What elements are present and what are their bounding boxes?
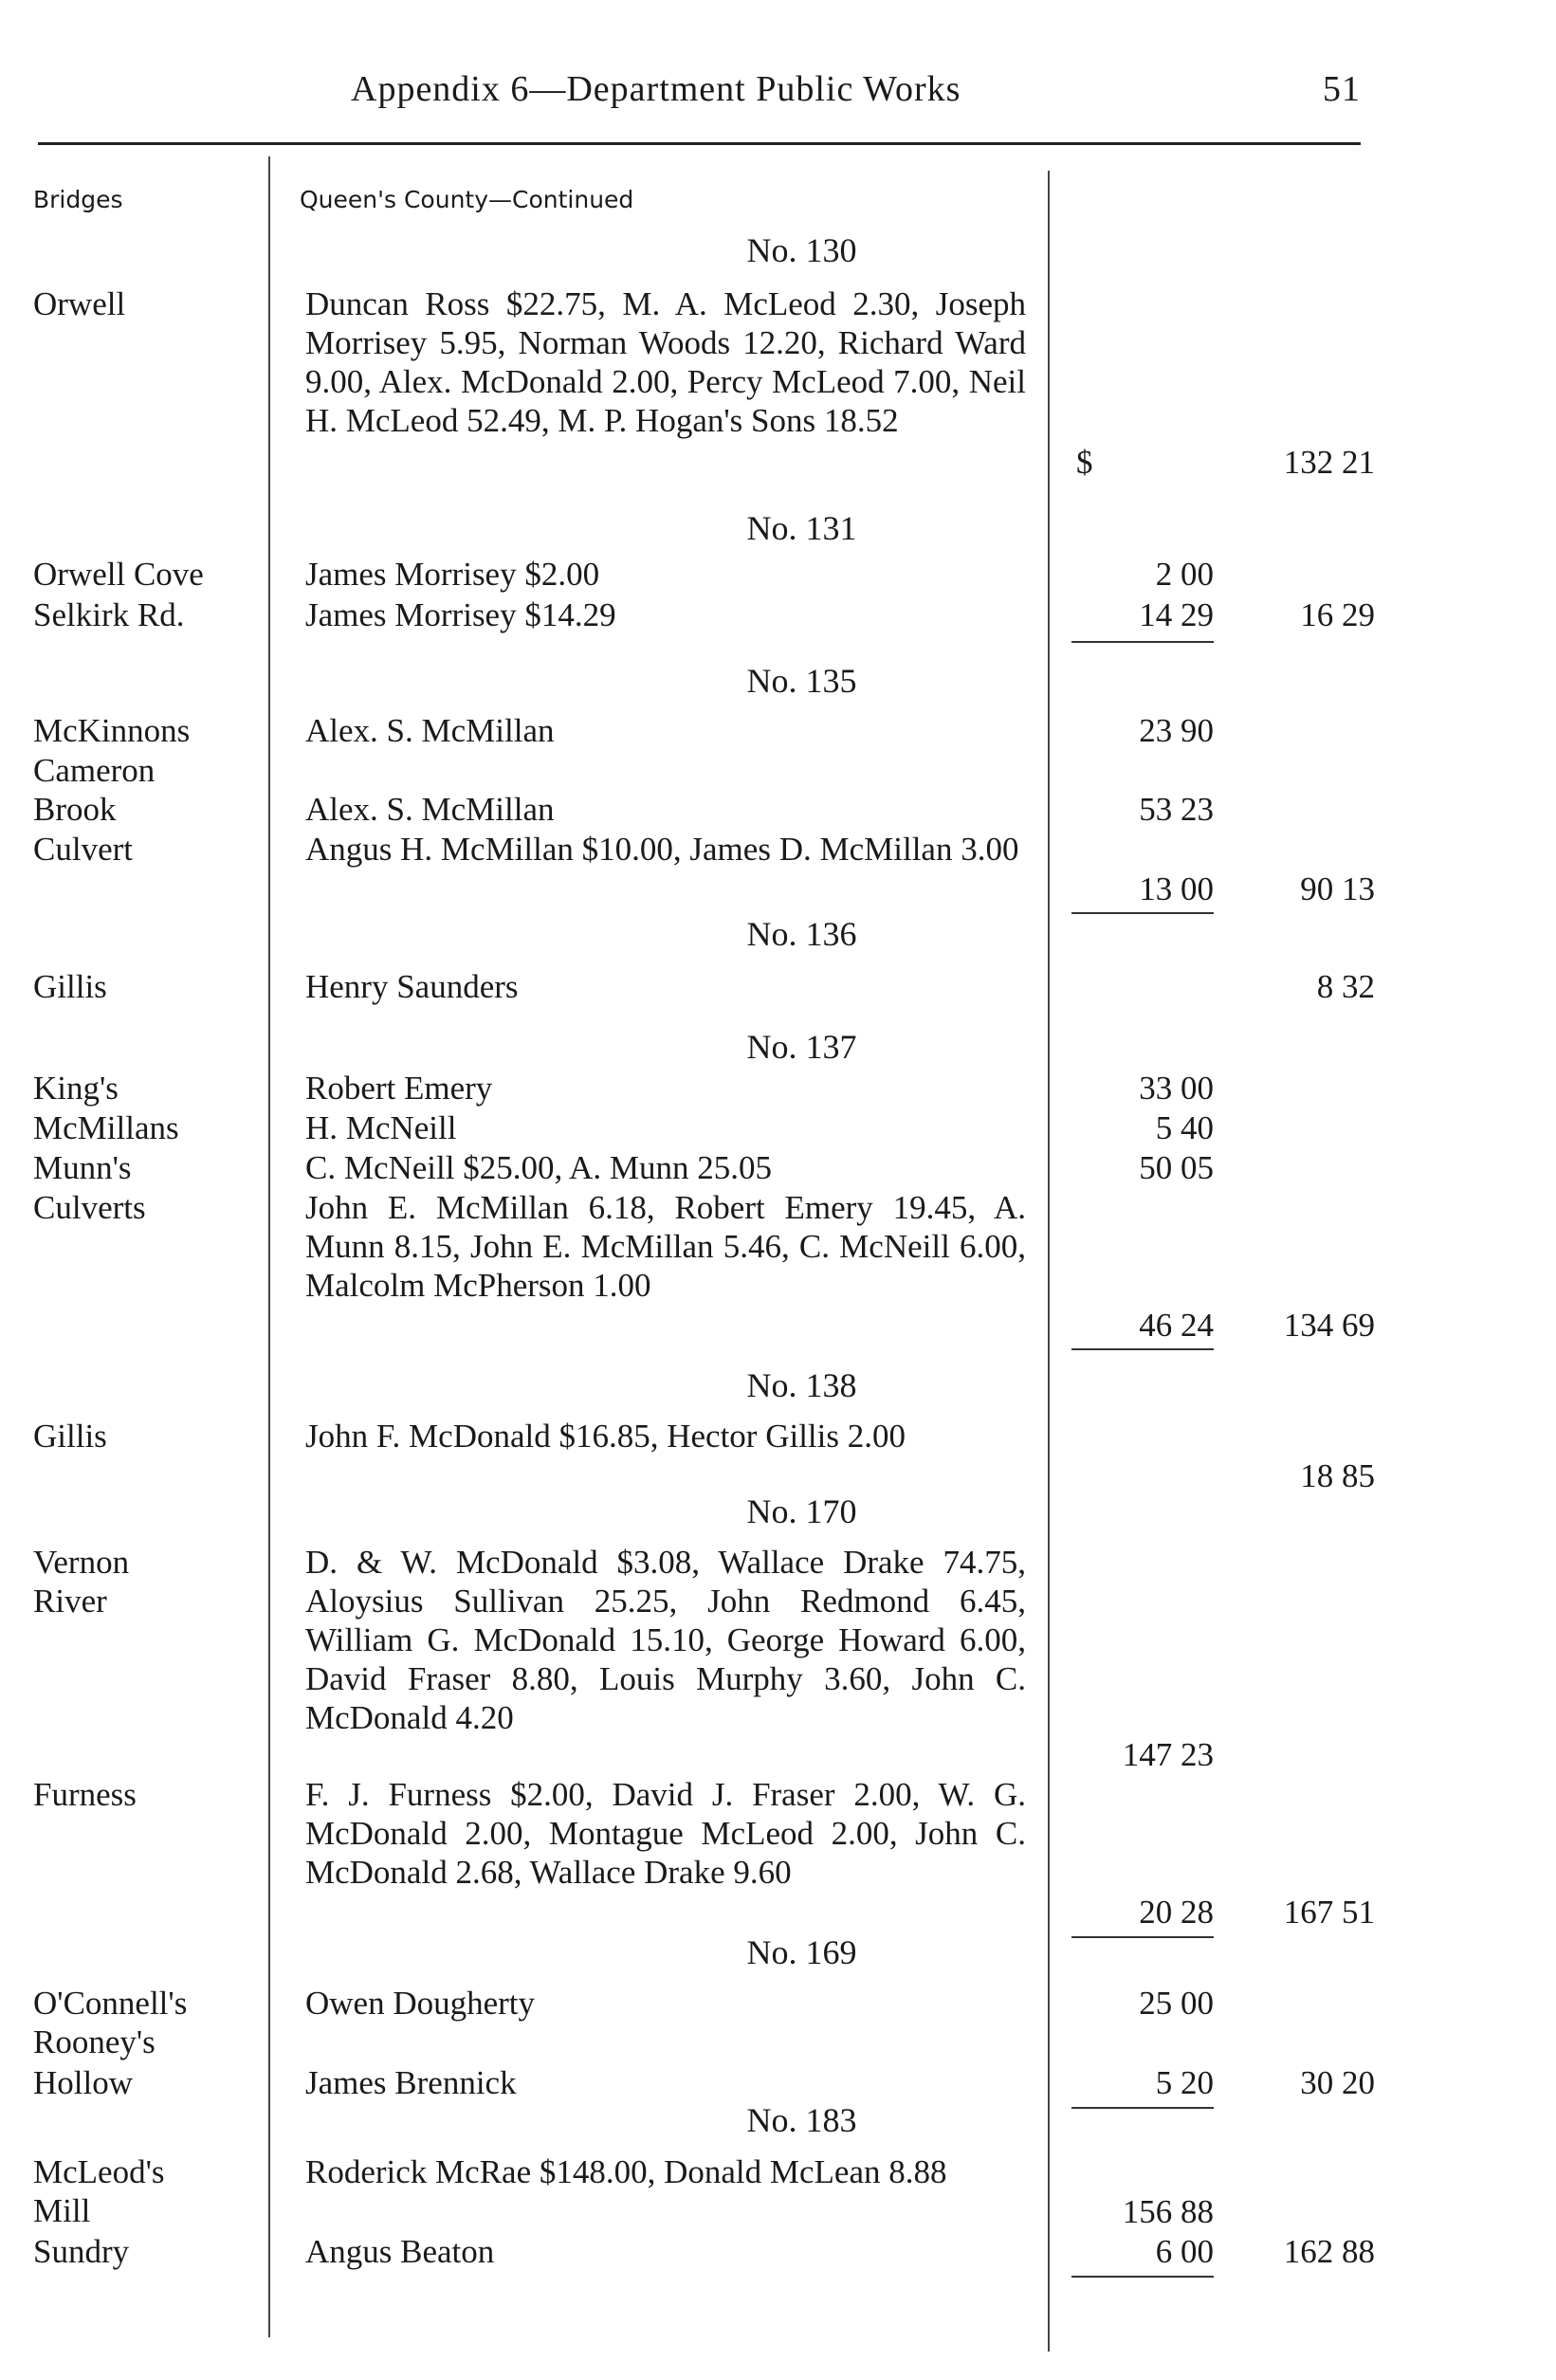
entry-amount: 20 28 bbox=[1139, 1894, 1214, 1931]
entry-total: 16 29 bbox=[1300, 596, 1375, 633]
entry-amount: 5 20 bbox=[1155, 2064, 1214, 2101]
entry-description: H. McNeill bbox=[305, 1109, 457, 1146]
running-header: Appendix 6—Department Public Works bbox=[351, 69, 961, 109]
subtotal-rule bbox=[1071, 1348, 1214, 1350]
entry-place: Orwell bbox=[33, 285, 126, 322]
entry-description: Angus Beaton bbox=[305, 2233, 495, 2270]
subtotal-rule bbox=[1071, 2276, 1214, 2278]
page-number: 51 bbox=[1323, 69, 1361, 109]
entry-total: 30 20 bbox=[1300, 2064, 1375, 2101]
entry-amount: 33 00 bbox=[1139, 1070, 1214, 1107]
entry-description: Duncan Ross $22.75, M. A. McLeod 2.30, Joseph Morrisey 5.95, Norman Woods 12.20, Richard Ward 9.00, Alex. McDonald 2.00, Percy McLeod 7.00, Neil H. McLeod 52.49, M. P. Hogan's Sons 18.52 bbox=[305, 285, 1026, 439]
section-heading: No. 135 bbox=[746, 662, 857, 700]
currency-symbol: $ bbox=[1076, 444, 1093, 481]
entry-description: John E. McMillan 6.18, Robert Emery 19.45, A. Munn 8.15, John E. McMillan 5.46, C. McNeill 6.00, Malcolm McPherson 1.00 bbox=[305, 1189, 1026, 1304]
entry-place: Furness bbox=[33, 1776, 137, 1813]
entry-place: Orwell Cove bbox=[33, 556, 204, 593]
section-heading: No. 169 bbox=[746, 1933, 857, 1971]
entry-amount: 5 40 bbox=[1155, 1109, 1214, 1146]
entry-description: D. & W. McDonald $3.08, Wallace Drake 74.75, Aloysius Sullivan 25.25, John Redmond 6.45, William G. McDonald 15.10, George Howard 6.00, David Fraser 8.80, Louis Murphy 3.60, John C. McDonald 4.20 bbox=[305, 1544, 1026, 1736]
entry-place: Munn's bbox=[33, 1149, 132, 1186]
entry-description: John F. McDonald $16.85, Hector Gillis 2.00 bbox=[305, 1418, 906, 1455]
entry-place: King's bbox=[33, 1070, 119, 1107]
column-heading-bridges: Bridges bbox=[33, 186, 123, 213]
entry-description: Henry Saunders bbox=[305, 968, 519, 1005]
entry-place: Culverts bbox=[33, 1189, 146, 1226]
subtotal-rule bbox=[1071, 2107, 1214, 2109]
section-heading: No. 138 bbox=[746, 1366, 857, 1404]
entry-description: James Morrisey $14.29 bbox=[305, 596, 616, 633]
entry-place: McLeod's Mill bbox=[33, 2153, 165, 2229]
entry-amount: 14 29 bbox=[1139, 596, 1214, 633]
entry-description: F. J. Furness $2.00, David J. Fraser 2.00, W. G. McDonald 2.00, Montague McLeod 2.00, John C. McDonald 2.68, Wallace Drake 9.60 bbox=[305, 1776, 1026, 1891]
column-divider-left bbox=[268, 156, 270, 2337]
entry-place: Culvert bbox=[33, 831, 133, 868]
entry-place: Cameron Brook bbox=[33, 752, 156, 828]
entry-total: 132 21 bbox=[1283, 444, 1375, 481]
section-heading: No. 170 bbox=[746, 1492, 857, 1530]
entry-place: Sundry bbox=[33, 2233, 130, 2270]
subtotal-rule bbox=[1071, 1936, 1214, 1938]
entry-total: 90 13 bbox=[1300, 870, 1375, 907]
header-rule bbox=[38, 142, 1361, 145]
entry-place: Selkirk Rd. bbox=[33, 596, 185, 633]
entry-description: Alex. S. McMillan bbox=[305, 791, 555, 828]
entry-description: Alex. S. McMillan bbox=[305, 712, 555, 749]
entry-amount: 46 24 bbox=[1139, 1307, 1214, 1344]
entry-amount: 53 23 bbox=[1139, 791, 1214, 828]
entry-place: Vernon River bbox=[33, 1544, 130, 1620]
entry-description: Owen Dougherty bbox=[305, 1985, 536, 2022]
entry-amount: 6 00 bbox=[1155, 2233, 1214, 2270]
section-heading: No. 131 bbox=[746, 509, 857, 547]
entry-amount: 25 00 bbox=[1139, 1985, 1214, 2022]
entry-total: 162 88 bbox=[1283, 2233, 1375, 2270]
column-divider-right bbox=[1048, 171, 1050, 2352]
section-heading: No. 136 bbox=[746, 915, 857, 953]
subtotal-rule bbox=[1071, 641, 1214, 643]
entry-total: 167 51 bbox=[1283, 1894, 1375, 1931]
entry-total: 18 85 bbox=[1300, 1457, 1375, 1494]
entry-description: James Morrisey $2.00 bbox=[305, 556, 600, 593]
entry-description: James Brennick bbox=[305, 2064, 517, 2101]
entry-amount: 13 00 bbox=[1139, 870, 1214, 907]
entry-amount: 156 88 bbox=[1122, 2193, 1214, 2230]
section-heading: No. 137 bbox=[746, 1028, 857, 1066]
section-heading: No. 130 bbox=[746, 231, 857, 269]
entry-amount: 23 90 bbox=[1139, 712, 1214, 749]
entry-total: 8 32 bbox=[1316, 968, 1375, 1005]
entry-amount: 2 00 bbox=[1155, 556, 1214, 593]
entry-place: O'Connell's Rooney's bbox=[33, 1985, 188, 2060]
entry-place: McKinnons bbox=[33, 712, 191, 749]
subtotal-rule bbox=[1071, 912, 1214, 914]
entry-place: Hollow bbox=[33, 2064, 133, 2101]
entry-description: C. McNeill $25.00, A. Munn 25.05 bbox=[305, 1149, 772, 1186]
entry-description: Roderick McRae $148.00, Donald McLean 8.88 bbox=[305, 2153, 947, 2190]
entry-description: Robert Emery bbox=[305, 1070, 493, 1107]
entry-place: Gillis bbox=[33, 1418, 107, 1455]
entry-amount: 147 23 bbox=[1122, 1736, 1214, 1773]
entry-amount: 50 05 bbox=[1139, 1149, 1214, 1186]
entry-total: 134 69 bbox=[1283, 1307, 1375, 1344]
entry-description: Angus H. McMillan $10.00, James D. McMillan 3.00 bbox=[305, 831, 1019, 868]
entry-place: McMillans bbox=[33, 1109, 179, 1146]
entry-place: Gillis bbox=[33, 968, 107, 1005]
column-heading-county: Queen's County—Continued bbox=[300, 186, 634, 213]
section-heading: No. 183 bbox=[746, 2101, 857, 2139]
